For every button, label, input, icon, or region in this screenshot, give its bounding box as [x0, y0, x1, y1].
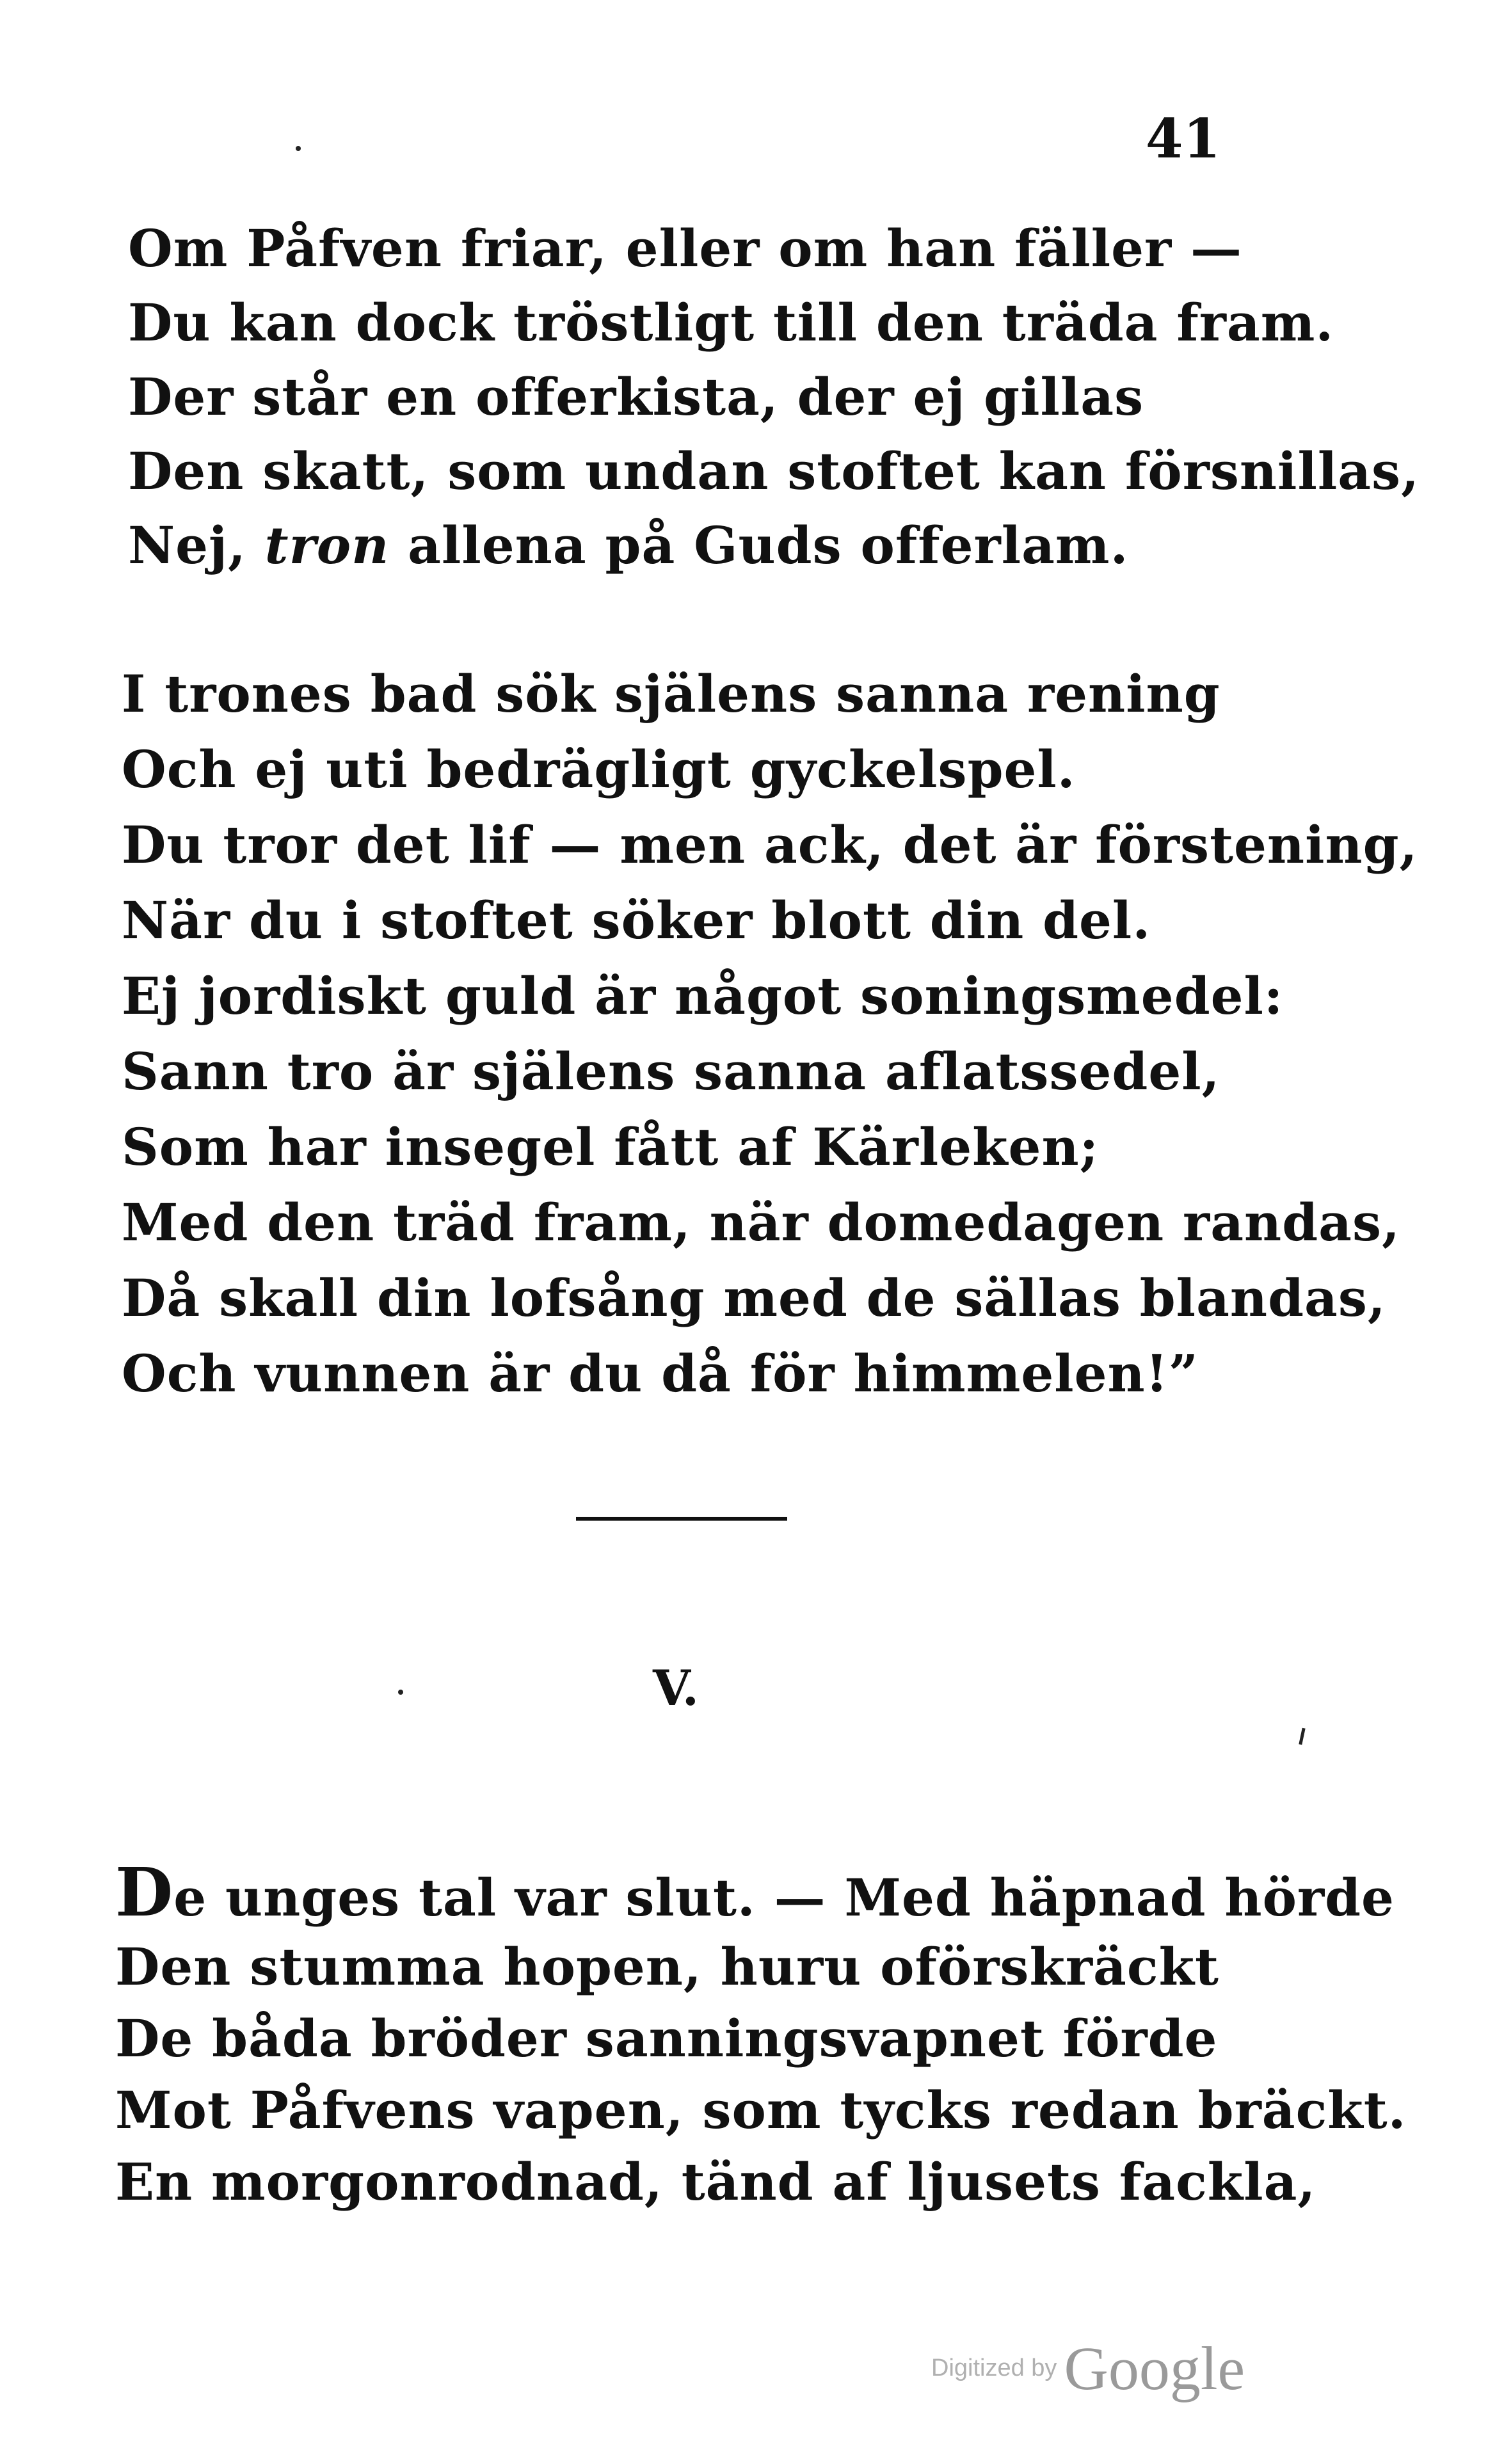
section-heading: V.: [653, 1660, 700, 1716]
page-number: 41: [1146, 107, 1220, 170]
drop-cap: D: [115, 1853, 174, 1932]
print-speck: [296, 146, 301, 151]
verse-line: Ej jordiskt guld är något soningsmedel:: [122, 966, 1284, 1026]
verse-line: De båda bröder sanningsvapnet förde: [115, 2008, 1218, 2068]
verse-line: Den skatt, som undan stoftet kan försnillas,: [128, 441, 1420, 501]
verse-line: En morgonrodnad, tänd af ljusets fackla,: [115, 2152, 1316, 2212]
verse-text: allena på Guds offerlam.: [389, 515, 1129, 575]
emphasized-word: tron: [264, 515, 390, 575]
verse-line: Som har insegel fått af Kärleken;: [122, 1117, 1100, 1177]
stanza-2: [122, 656, 1418, 1411]
verse-line: Och ej uti bedrägligt gyckelspel.: [122, 739, 1076, 799]
verse-line: Du kan dock tröstligt till den träda fram.: [128, 292, 1334, 353]
watermark-prefix: Digitized by: [931, 2355, 1057, 2381]
stanza-1: [128, 211, 1420, 582]
verse-line: Mot Påfvens vapen, som tycks redan bräckt.: [115, 2080, 1407, 2140]
verse-line: Den stumma hopen, huru oförskräckt: [115, 1937, 1219, 1997]
verse-line: När du i stoftet söker blott din del.: [122, 890, 1151, 950]
verse-line: Med den träd fram, när domedagen randas,: [122, 1192, 1400, 1252]
verse-text: Nej,: [128, 515, 265, 575]
watermark-brand: Google: [1064, 2334, 1245, 2403]
verse-line: Sann tro är själens sanna aflatssedel,: [122, 1041, 1220, 1101]
verse-line: Då skall din lofsång med de sällas blandas,: [122, 1268, 1386, 1328]
verse-line: I trones bad sök själens sanna rening: [122, 664, 1220, 724]
section-divider: [576, 1517, 787, 1521]
digitization-watermark: [931, 2333, 1245, 2404]
print-mark: [1299, 1728, 1305, 1745]
section-stanza: [115, 1853, 1407, 2218]
verse-line: Om Påfven friar, eller om han fäller —: [128, 218, 1243, 278]
verse-line-with-drop-cap: [115, 1853, 1407, 1932]
verse-line: Du tror det lif — men ack, det är förstening,: [122, 815, 1418, 875]
verse-line-with-emphasis: [128, 508, 1420, 582]
verse-line: Och vunnen är du då för himmelen!”: [122, 1343, 1199, 1404]
verse-line: Der står en offerkista, der ej gillas: [128, 367, 1144, 427]
verse-text: e unges tal var slut. — Med häpnad hörde: [173, 1868, 1395, 1928]
print-speck: [398, 1690, 403, 1695]
